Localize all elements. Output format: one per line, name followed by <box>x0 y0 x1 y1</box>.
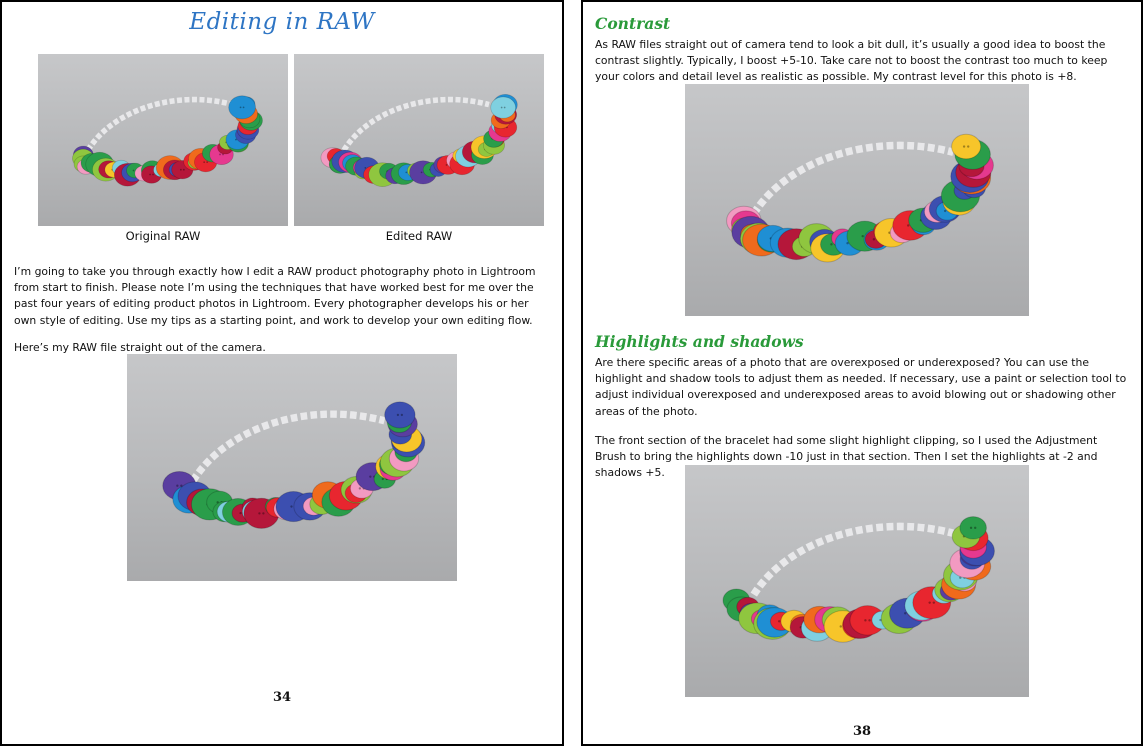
bracelet-illustration <box>685 465 1029 697</box>
edited-raw-photo <box>294 54 544 226</box>
bracelet-illustration <box>685 84 1029 316</box>
bracelet-illustration <box>294 54 544 226</box>
original-raw-photo <box>38 54 288 226</box>
raw-file-photo <box>127 354 457 581</box>
page-number: 34 <box>272 690 292 705</box>
bracelet-illustration <box>127 354 457 581</box>
left-page <box>0 0 564 746</box>
page-number: 38 <box>852 724 872 739</box>
intro-paragraph: I’m going to take you through exactly how I edit a RAW product photography photo in Lightroom from start to finish. Please note I’m using the techniques that have worked best for me over the past four years of editing product photos in Lightroom. Every photographer develops his or her own style of editing. Use my tips as a starting point, and work to develop your own editing flow. <box>14 265 536 327</box>
edited-raw-caption: Edited RAW <box>385 229 453 243</box>
highlights-shadows-heading: Highlights and shadows <box>595 332 804 351</box>
highlights-photo <box>685 465 1029 697</box>
raw-file-intro: Here’s my RAW file straight out of the camera. <box>14 341 266 354</box>
right-page <box>581 0 1143 746</box>
bracelet-illustration <box>38 54 288 226</box>
contrast-photo <box>685 84 1029 316</box>
highlights-paragraph-2: The front section of the bracelet had some slight highlight clipping, so I used the Adjustment Brush to bring the highlights down -10 just in that section. Then I set the highlights at -2 and shadows +5. <box>595 434 1098 480</box>
highlights-paragraph-1: Are there specific areas of a photo that are overexposed or underexposed? You can use the highlight and shadow tools to adjust them as needed. If necessary, use a paint or selection tool to adjust individual overexposed and underexposed areas to avoid blowing out or shadowing other areas of the photo. <box>595 356 1127 418</box>
contrast-heading: Contrast <box>595 14 671 33</box>
page-title: Editing in RAW <box>189 9 375 35</box>
contrast-paragraph: As RAW files straight out of camera tend to look a bit dull, it’s usually a good idea to boost the contrast slightly. Typically, I boost +5-10. Take care not to boost the contrast too much to keep your colors and detail level as realistic as possible. My contrast level for this photo is +8. <box>595 38 1108 84</box>
original-raw-caption: Original RAW <box>125 229 201 243</box>
